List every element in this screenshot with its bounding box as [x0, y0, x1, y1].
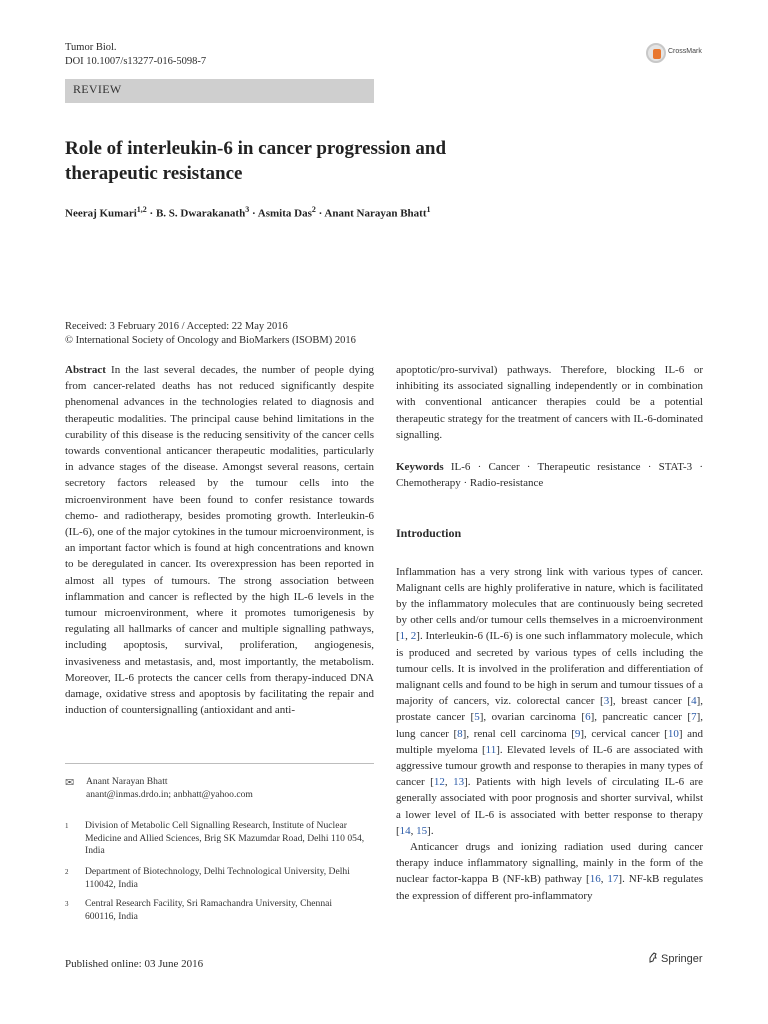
- affiliation-item: Department of Biotechnology, Delhi Technological University, Delhi 110042, India: [85, 866, 350, 890]
- author-name[interactable]: Asmita Das: [257, 207, 312, 220]
- crossmark-badge[interactable]: [646, 42, 716, 68]
- author-list: [65, 205, 665, 220]
- affiliation-number: 3: [65, 900, 69, 908]
- abstract-text: In the last several decades, the number of people dying from cancer-related deaths has not reduced significantly despite phenomenal advances in the technologies related to diagnosis and therapeutic modalities. The principal cause behind limitations in the curability of this disease is the reducing sensitivity of the cancer cells towards conventional anticancer therapeutic modalities, particularly in advance stages of the disease. Amongst several reasons, certain secretory factors released by the tumour cells into the microenvironment have been found to confer resistance towards chemo- and radiotherapy, besides promoting growth. Interleukin-6 (IL-6), one of the major cytokines in the tumour microenvironment, is an important factor which is found at high concentrations and known to be deregulated in cancer. Its overexpression has been reported in almost all types of tumours. The strong association between inflammation and cancer is reflected by the high IL-6 levels in the tumour microenvironment, where it promotes tumorigenesis by regulating all hallmarks of cancer and multiple signalling pathways, including apoptosis, survival, proliferation, angiogenesis, invasiveness and metastasis, and, most importantly, the metabolism. Moreover, IL-6 protects the cancer cells from therapy-induced DNA damage, oxidative stress and apoptosis by facilitating the repair and induction of countersignalling (antioxidant and anti-: [65, 364, 374, 717]
- article-type: REVIEW: [73, 82, 122, 96]
- introduction-paragraph-1: Inflammation has a very strong link with various types of cancer. Malignant cells are highly proliferative in nature, which is facilitated by the inflammatory molecules that are continuously being secreted by other cells and/or tumour cells themselves in a microenvironment [1, 2]. Interleukin-6 (IL-6) is one such inflammatory molecule, which is produced and secreted by various types of cells including the tumour cells. It is involved in the proliferation and differentiation of malignant cells and found to be high in serum and tumour tissues of a majority of cancers, viz. colorectal cancer [3], breast cancer [4], prostate cancer [5], ovarian carcinoma [6], pancreatic cancer [7], lung cancer [8], renal cell carcinoma [9], cervical cancer [10] and multiple myeloma [11]. Elevated levels of IL-6 are associated with aggressive tumour growth and response to therapies in many types of cancer [12, 13]. Patients with high levels of circulating IL-6 are generally associated with poor prognosis and shorter survival, whilst a lower level of IL-6 is associated with better response to therapy [14, 15].: [396, 565, 704, 837]
- author-affiliation: 1,2: [136, 205, 147, 214]
- author-separator: ·: [315, 207, 325, 220]
- copyright-line: © International Society of Oncology and BioMarkers (ISOBM) 2016: [65, 335, 356, 346]
- citation-link[interactable]: 12: [433, 776, 445, 789]
- author-name[interactable]: Anant Narayan Bhatt: [324, 207, 427, 220]
- citation-link[interactable]: 11: [485, 743, 497, 756]
- footnote-divider: [65, 763, 374, 764]
- article-title: Role of interleukin-6 in cancer progression and therapeutic resistance: [65, 138, 447, 184]
- crossmark-icon: [646, 43, 666, 63]
- affiliation-item: Division of Metabolic Cell Signalling Research, Institute of Nuclear Medicine and Allied Sciences, Brig SK Mazumdar Road, Delhi 110 054, India: [85, 820, 365, 856]
- citation-link[interactable]: 4: [691, 695, 697, 708]
- author-name[interactable]: B. S. Dwarakanath: [155, 207, 246, 220]
- keywords-paragraph: [396, 459, 703, 491]
- author-affiliation: 2: [311, 205, 316, 214]
- journal-name: Tumor Biol.: [65, 42, 117, 53]
- abstract-continued: apoptotic/pro-survival) pathways. Therefore, blocking IL-6 or inhibiting its associated signalling independently or in combination with conventional anticancer therapies could be a potential therapeutic strategy for the treatment of cancers with IL-6-dominated signalling.: [396, 364, 703, 441]
- correspondence-name: Anant Narayan Bhatt: [86, 776, 168, 787]
- affiliation-number: 2: [65, 868, 69, 876]
- publisher-logo[interactable]: [648, 952, 703, 965]
- correspondence-block: [86, 776, 366, 801]
- citation-link[interactable]: 2: [410, 630, 417, 643]
- author-separator: ·: [146, 207, 156, 220]
- springer-horse-icon: [648, 952, 658, 963]
- affiliations-list: [65, 820, 374, 940]
- author-affiliation: 3: [245, 205, 250, 214]
- citation-link[interactable]: 10: [667, 727, 679, 740]
- citation-link[interactable]: 9: [574, 727, 581, 740]
- abstract-paragraph: [65, 362, 374, 718]
- abstract-label: Abstract: [65, 364, 106, 376]
- introduction-paragraph-2: Anticancer drugs and ionizing radiation used during cancer therapy induce inflammatory signalling, mainly in the form of the nuclear factor-kappa B (NF-kB) pathway [16, 17]. NF-kB regulates the expression of different pro-inflammatory: [396, 841, 704, 902]
- envelope-icon: ✉: [65, 777, 75, 789]
- keywords-label: Keywords: [396, 461, 444, 474]
- doi: DOI 10.1007/s13277-016-5098-7: [65, 56, 207, 67]
- article-type-bar: [65, 79, 374, 103]
- citation-link[interactable]: 8: [457, 727, 463, 740]
- citation-link[interactable]: 3: [603, 695, 610, 708]
- received-dates: Received: 3 February 2016 / Accepted: 22 May 2016: [65, 321, 288, 332]
- left-column: [65, 362, 374, 718]
- citation-link[interactable]: 17: [607, 873, 619, 886]
- citation-link[interactable]: 15: [416, 824, 428, 837]
- keywords-text: IL-6 · Cancer · Therapeutic resistance · STAT-3 · Chemotherapy · Radio-resistance: [396, 461, 704, 490]
- citation-link[interactable]: 5: [474, 711, 480, 724]
- author-separator: ·: [249, 207, 258, 220]
- section-heading-introduction: Introduction: [396, 526, 462, 541]
- author-affiliation: 1: [426, 205, 431, 214]
- citation-link[interactable]: 16: [589, 873, 601, 886]
- citation-link[interactable]: 13: [453, 776, 465, 789]
- correspondence-email[interactable]: anant@inmas.drdo.in; anbhatt@yahoo.com: [86, 788, 253, 800]
- citation-link[interactable]: 14: [399, 824, 411, 837]
- right-column: [396, 362, 703, 904]
- published-date: Published online: 03 June 2016: [65, 958, 204, 970]
- crossmark-label: CrossMark: [668, 48, 702, 55]
- citation-link[interactable]: 6: [585, 711, 591, 724]
- affiliation-number: 1: [65, 822, 69, 830]
- affiliation-item: Central Research Facility, Sri Ramachandra University, Chennai 600116, India: [85, 898, 333, 922]
- author-name[interactable]: Neeraj Kumari: [65, 207, 137, 220]
- citation-link[interactable]: 1: [399, 630, 406, 643]
- citation-link[interactable]: 7: [691, 711, 697, 724]
- publisher-name: Springer: [661, 953, 703, 965]
